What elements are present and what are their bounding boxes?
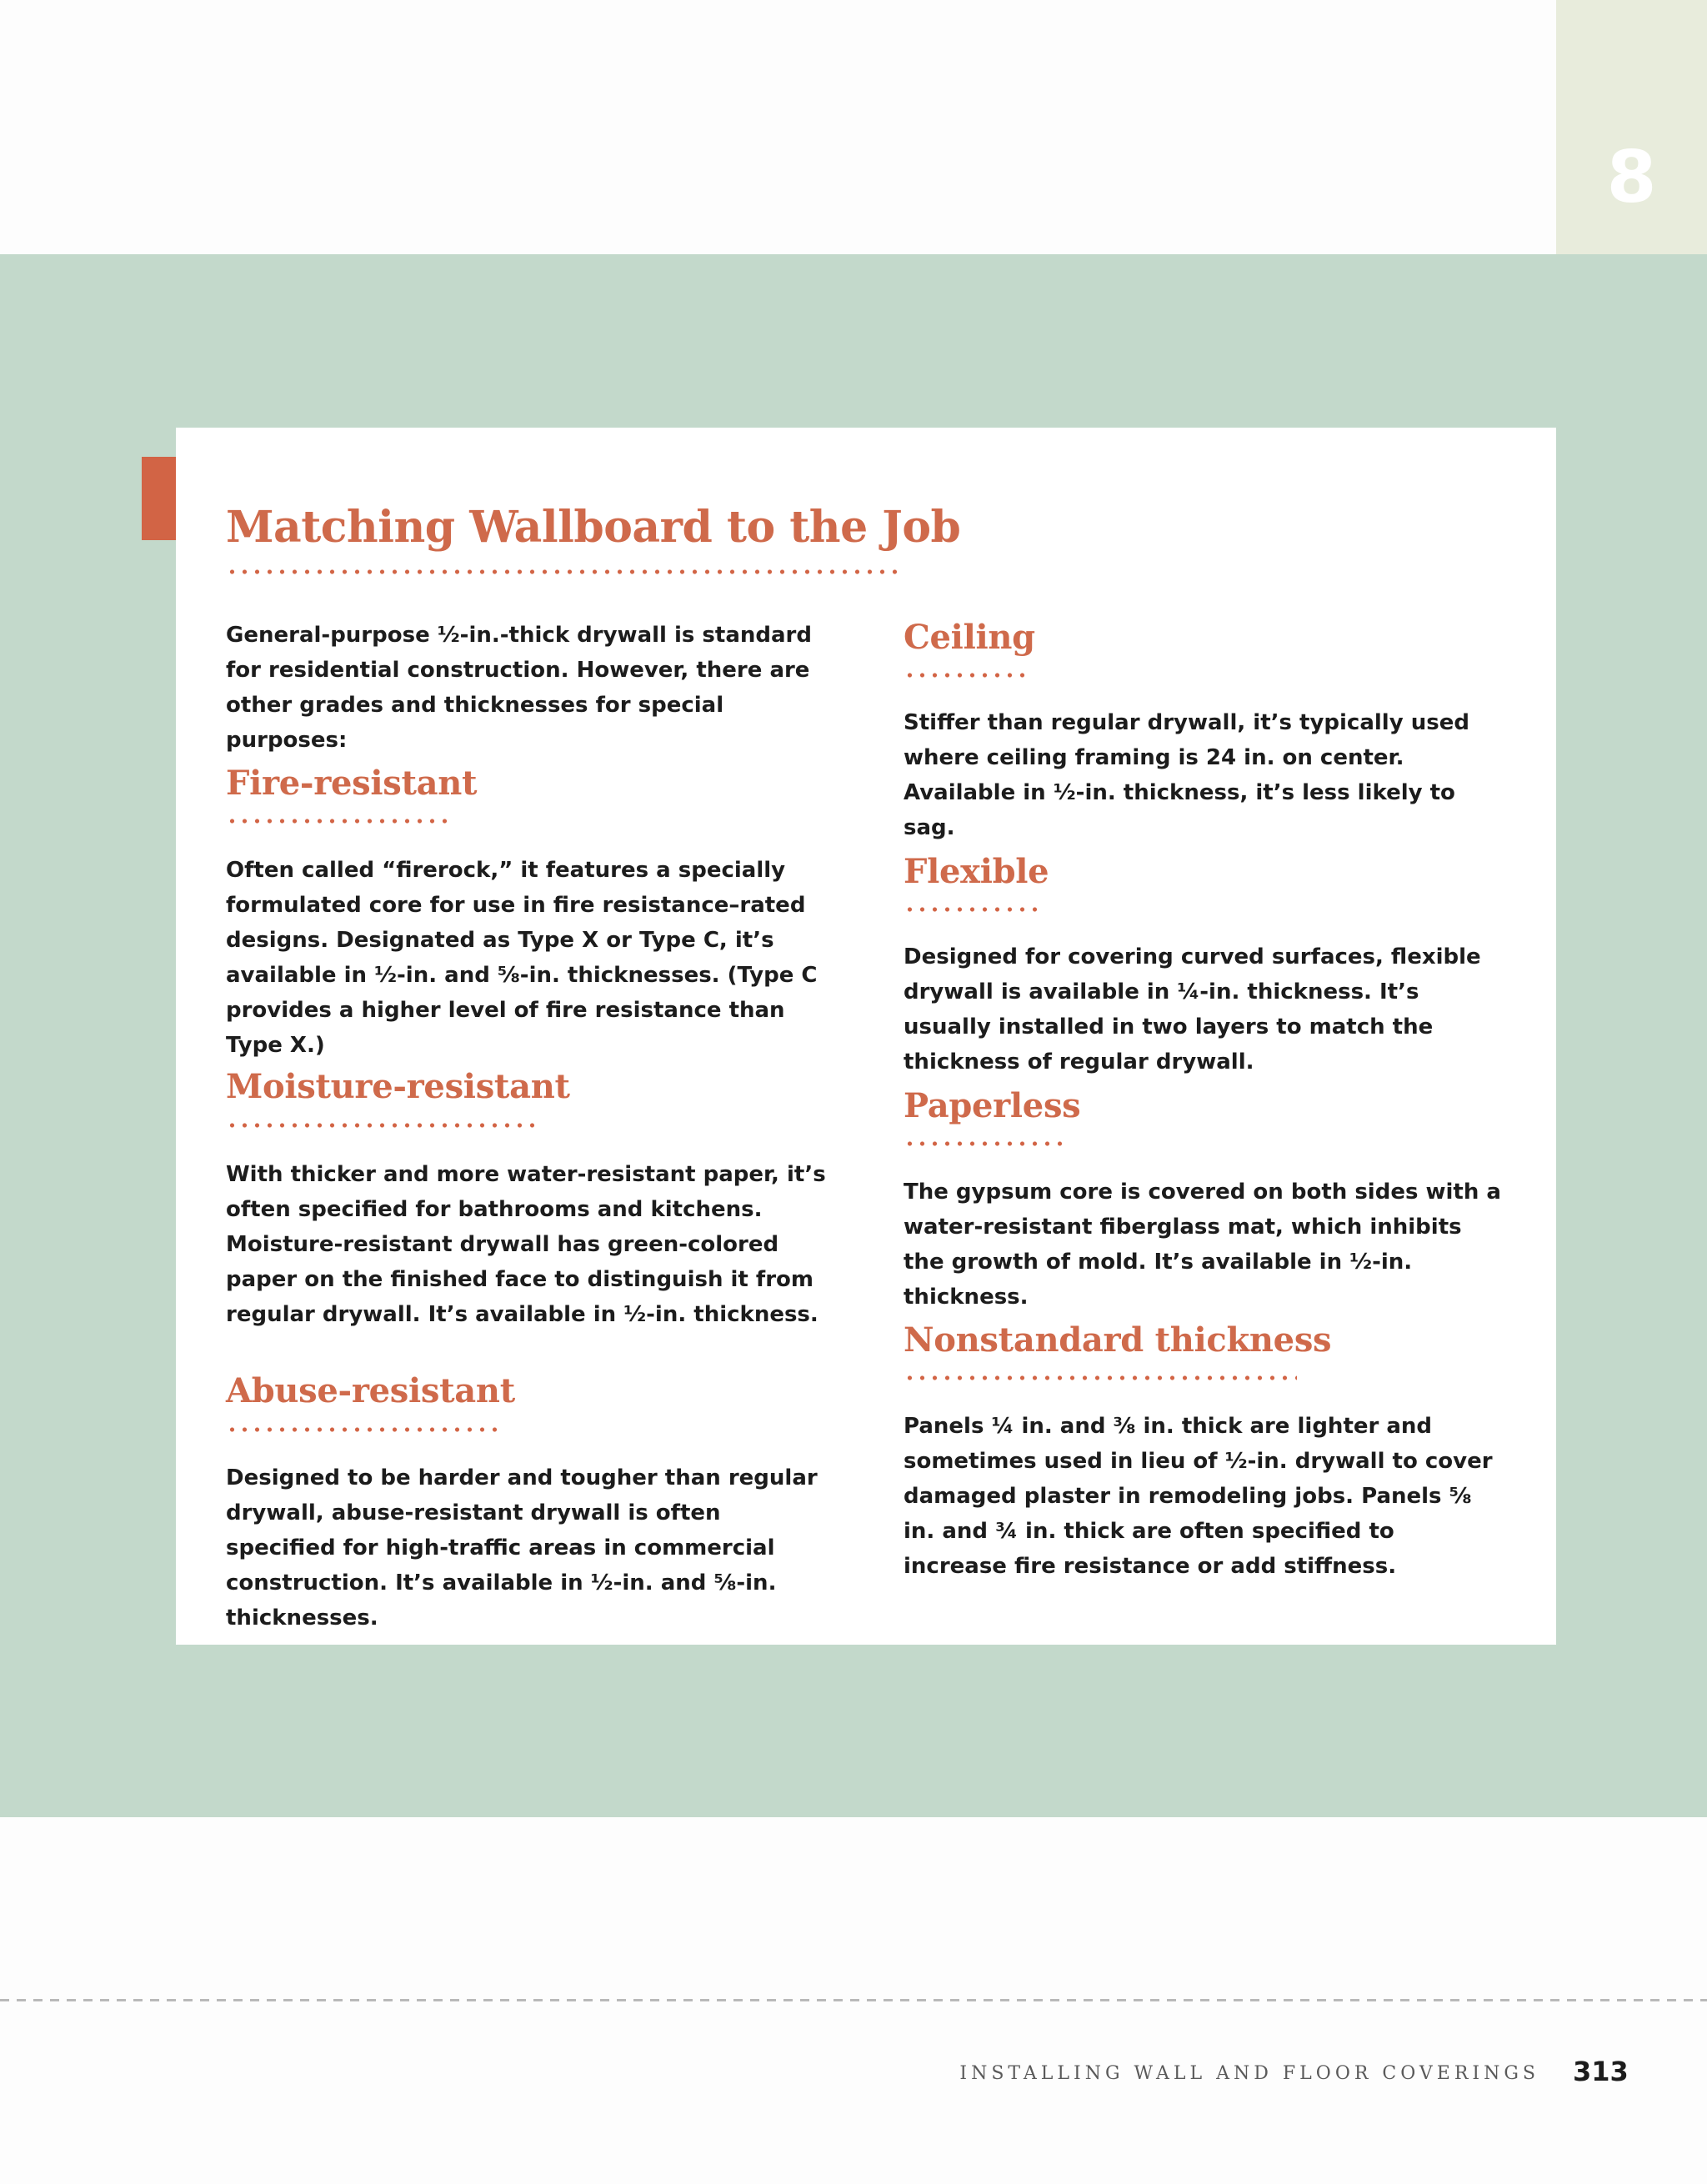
- footer-divider: [0, 1999, 1707, 2001]
- chapter-number: 8: [1606, 136, 1657, 219]
- heading-fire-resistant: Fire-resistant: [226, 764, 478, 803]
- heading-abuse-resistant: Abuse-resistant: [226, 1371, 515, 1410]
- heading-dotted-rule: [904, 1375, 1297, 1380]
- chapter-tab: [1556, 0, 1707, 254]
- text-paperless: The gypsum core is covered on both sides with a water-resistant fiberglass mat, which inhibits the growth of mold. It’s available in ½-in. thickness.: [904, 1180, 1501, 1310]
- heading-dotted-rule: [904, 673, 1029, 678]
- heading-flexible: Flexible: [904, 852, 1049, 891]
- text-ceiling: Stiffer than regular drywall, it’s typically used where ceiling framing is 24 in. on center. Available in ½-in. thickness, it’s less likely to sag.: [904, 710, 1469, 840]
- text-moisture-resistant: With thicker and more water-resistant paper, it’s often specified for bathrooms and kitchens. Moisture-resistant drywall has green-colored paper on the finished face to distinguish it from regular drywall. It’s available in ½-in. thickness.: [226, 1162, 826, 1327]
- text-abuse-resistant: Designed to be harder and tougher than regular drywall, abuse-resistant drywall is often specified for high-traffic areas in commercial construction. It’s available in ½-in. and ⅝-in. thicknesses.: [226, 1465, 818, 1630]
- heading-nonstandard-thickness: Nonstandard thickness: [904, 1320, 1332, 1360]
- heading-dotted-rule: [226, 1427, 501, 1432]
- heading-ceiling: Ceiling: [904, 618, 1035, 657]
- heading-dotted-rule: [226, 819, 453, 824]
- heading-dotted-rule: [904, 907, 1041, 912]
- accent-bar: [142, 457, 176, 540]
- heading-paperless: Paperless: [904, 1086, 1081, 1125]
- heading-dotted-rule: [904, 1141, 1066, 1146]
- heading-dotted-rule: [226, 1123, 540, 1128]
- page-number: 313: [1573, 2056, 1629, 2087]
- text-fire-resistant: Often called “firerock,” it features a specially formulated core for use in fire resistance–rated designs. Designated as Type X or Type C, it’s available in ½-in. and ⅝-in. thicknesses. (Type C provides a higher level of fire resistance than Type X.): [226, 858, 818, 1058]
- intro-text: General-purpose ½-in.-thick drywall is standard for residential construction. However, there are other grades and thicknesses for special purposes:: [226, 623, 812, 753]
- text-flexible: Designed for covering curved surfaces, flexible drywall is available in ¼-in. thickness. It’s usually installed in two layers to match the thickness of regular drywall.: [904, 944, 1481, 1074]
- sidebar-title: Matching Wallboard to the Job: [226, 502, 961, 553]
- text-nonstandard-thickness: Panels ¼ in. and ⅜ in. thick are lighter and sometimes used in lieu of ½-in. drywall to cover damaged plaster in remodeling jobs. Panels ⅝ in. and ¾ in. thick are often specified to increase fire resistance or add stiffness.: [904, 1414, 1493, 1579]
- heading-moisture-resistant: Moisture-resistant: [226, 1067, 570, 1106]
- running-head: INSTALLING WALL AND FLOOR COVERINGS: [959, 2063, 1539, 2084]
- title-dotted-rule: [226, 569, 903, 574]
